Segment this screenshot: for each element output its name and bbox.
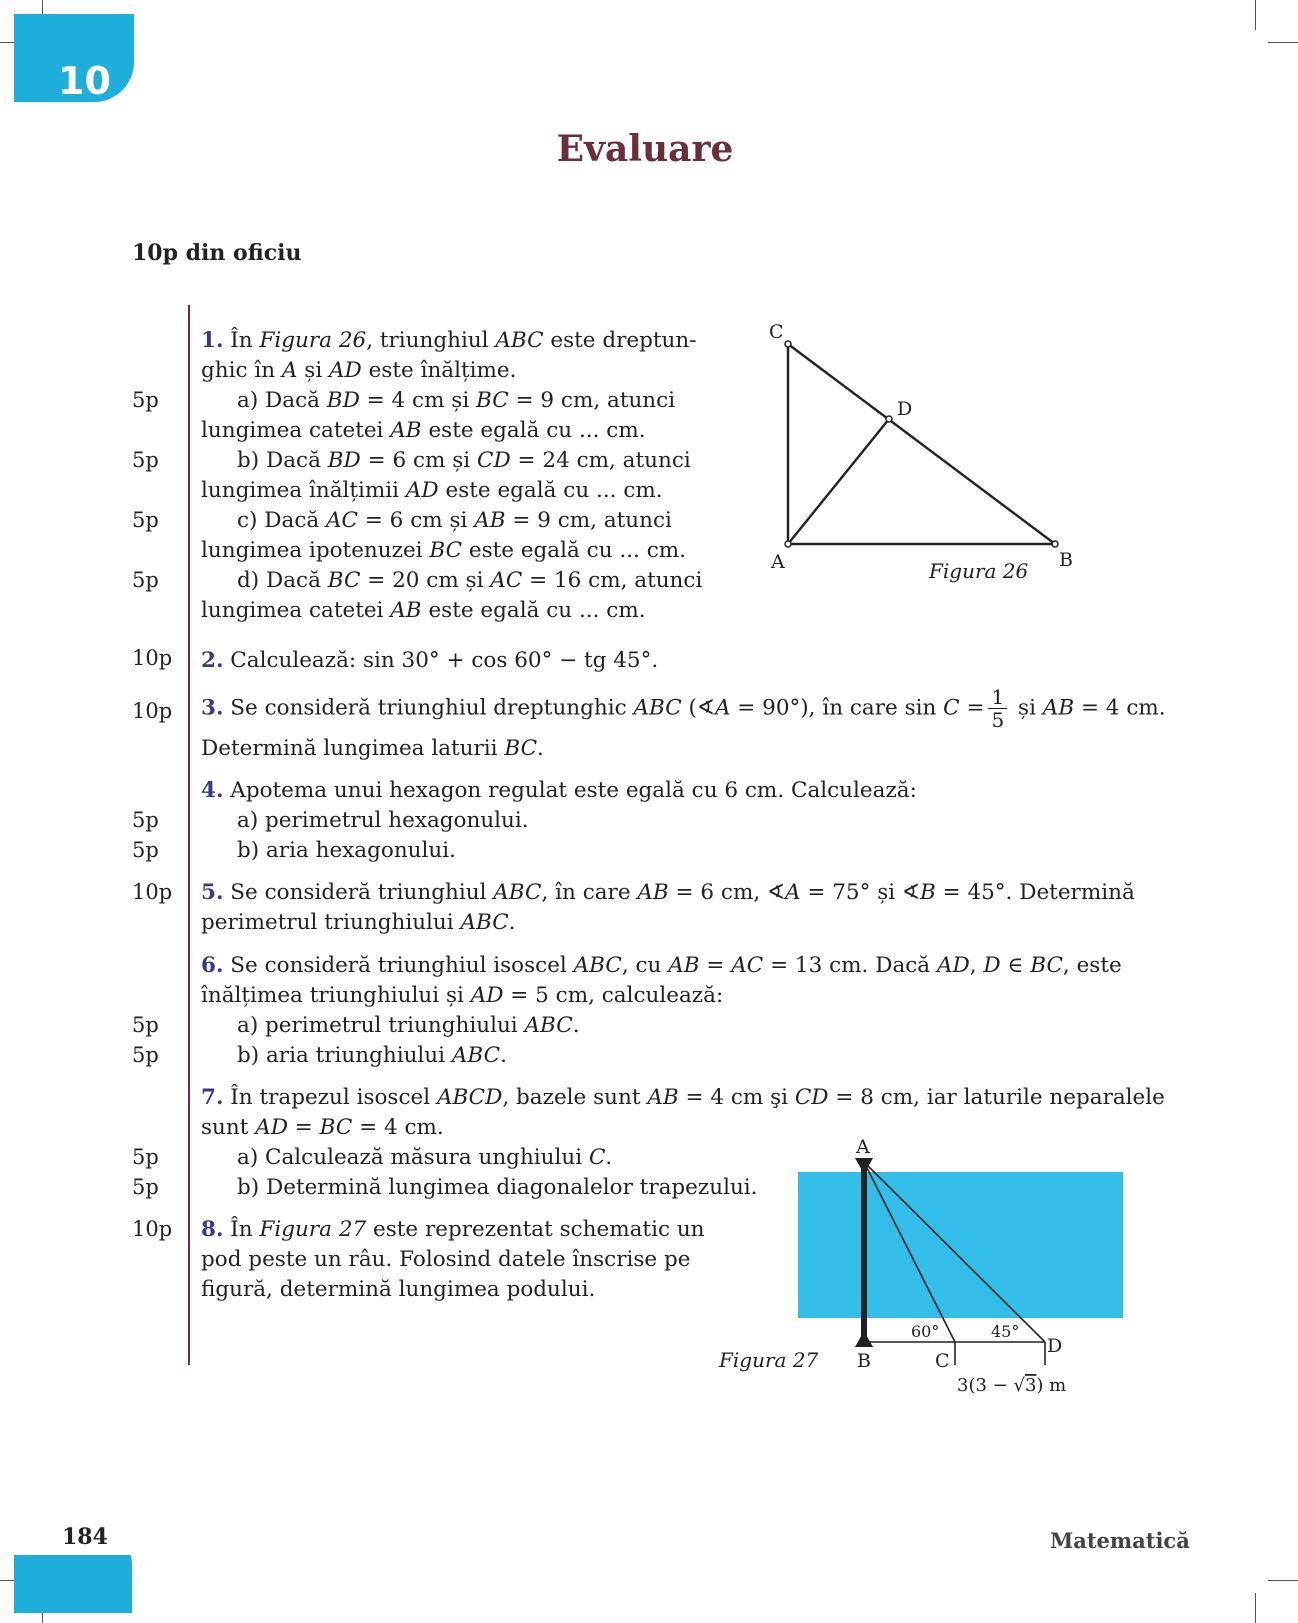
problem-1a-line-2: lungimea catetei AB este egală cu ... cm. xyxy=(201,418,646,443)
problem-1c-line-1: c) Dacă AC = 6 cm și AB = 9 cm, atunci xyxy=(237,508,672,533)
points-4a: 5p xyxy=(132,808,159,832)
problem-6-line-1: 6. Se consideră triunghiul isoscel ABC, cu AB = AC = 13 cm. Dacă AD, D ∈ BC, este xyxy=(201,953,1122,978)
angle-60: 60° xyxy=(911,1322,940,1341)
crop-mark xyxy=(1268,1580,1298,1581)
problem-number: 3. xyxy=(201,695,224,721)
problem-7a: a) Calculează măsura unghiului C. xyxy=(237,1145,613,1170)
problem-1d-line-2: lungimea catetei AB este egală cu ... cm. xyxy=(201,598,646,623)
problem-5-line-1: 5. Se consideră triunghiul ABC, în care AB = 6 cm, ∢A = 75° și ∢B = 45°. Determină xyxy=(201,880,1135,905)
problem-1c-line-2: lungimea ipotenuzei BC este egală cu ... cm. xyxy=(201,538,686,563)
problem-number: 1. xyxy=(201,328,224,353)
river xyxy=(798,1172,1123,1318)
figure-27 xyxy=(719,1125,1090,1396)
label-B: B xyxy=(1059,549,1073,571)
points-3: 10p xyxy=(132,699,173,723)
points-8: 10p xyxy=(132,1217,173,1241)
problem-1b-line-1: b) Dacă BD = 6 cm și CD = 24 cm, atunci xyxy=(237,448,691,473)
points-divider xyxy=(188,305,190,1365)
page-number: 184 xyxy=(62,1524,108,1550)
figure-26 xyxy=(755,315,1085,585)
crop-mark xyxy=(1255,1593,1256,1623)
points-1a: 5p xyxy=(132,388,159,412)
segment-AD xyxy=(788,419,889,544)
problem-1-line-2: ghic în A și AD este înălțime. xyxy=(201,358,517,383)
points-6b: 5p xyxy=(132,1043,159,1067)
problem-6-line-2: înălțimea triunghiului și AD = 5 cm, calculează: xyxy=(201,983,724,1008)
problem-2: 2. Calculează: sin 30° + cos 60° − tg 45°. xyxy=(201,648,659,673)
problem-1d-line-1: d) Dacă BC = 20 cm și AC = 16 cm, atunci xyxy=(237,568,703,593)
label-A: A xyxy=(856,1136,870,1158)
problem-7b: b) Determină lungimea diagonalelor trapezului. xyxy=(237,1175,758,1200)
problem-4a: a) perimetrul hexagonului. xyxy=(237,808,529,833)
subject-label: Matematică xyxy=(1050,1528,1190,1553)
problem-7-line-1: 7. În trapezul isoscel ABCD, bazele sunt AB = 4 cm şi CD = 8 cm, iar laturile neparalele xyxy=(201,1085,1165,1110)
fraction: $\frac{1}{5}$ xyxy=(988,686,1007,731)
problem-8-line-1: 8. În Figura 27 este reprezentat schematic un xyxy=(201,1217,705,1242)
points-4b: 5p xyxy=(132,838,159,862)
label-D: D xyxy=(1047,1335,1063,1357)
problem-number: 2. xyxy=(201,648,224,673)
figure-26-caption: Figura 26 xyxy=(929,559,1029,583)
figure-27-caption: Figura 27 xyxy=(719,1348,819,1372)
points-6a: 5p xyxy=(132,1013,159,1037)
points-1b: 5p xyxy=(132,448,159,472)
points-7a: 5p xyxy=(132,1145,159,1169)
label-C: C xyxy=(769,321,784,343)
problem-4b: b) aria hexagonului. xyxy=(237,838,456,863)
problem-8-line-3: figură, determină lungimea podului. xyxy=(201,1277,596,1302)
oficiu-points: 10p din oficiu xyxy=(132,240,302,266)
problem-number: 8. xyxy=(201,1217,224,1242)
problem-6a: a) perimetrul triunghiului ABC. xyxy=(237,1013,580,1038)
point-C xyxy=(785,341,791,347)
points-1c: 5p xyxy=(132,508,159,532)
page-title: Evaluare xyxy=(556,128,734,170)
sqrt-symbol: √ xyxy=(1013,1375,1025,1396)
problem-8-line-2: pod peste un râu. Folosind datele înscrise pe xyxy=(201,1247,691,1272)
point-A xyxy=(785,541,791,547)
marker-A xyxy=(855,1158,873,1174)
chapter-number: 10 xyxy=(58,59,111,103)
problem-number: 5. xyxy=(201,880,224,905)
label-B: B xyxy=(857,1350,871,1372)
points-2: 10p xyxy=(132,646,173,670)
point-B xyxy=(1052,541,1058,547)
problem-3-line-1: 3. Se consideră triunghiul dreptunghic ABC (∢A = 90°), în care sin C = $\frac{1}{5}$ și AB = 4 cm. xyxy=(201,685,1166,732)
label-C: C xyxy=(935,1350,950,1372)
points-5: 10p xyxy=(132,880,173,904)
problem-1a-line-1: a) Dacă BD = 4 cm și BC = 9 cm, atunci xyxy=(237,388,676,413)
problem-1b-line-2: lungimea înălțimii AD este egală cu ... cm. xyxy=(201,478,663,503)
label-A: A xyxy=(771,551,785,573)
point-D xyxy=(886,416,892,422)
problem-7-line-2: sunt AD = BC = 4 cm. xyxy=(201,1115,444,1140)
problem-number: 6. xyxy=(201,953,224,978)
problem-4: 4. Apotema unui hexagon regulat este egală cu 6 cm. Calculează: xyxy=(201,778,917,803)
problem-number: 7. xyxy=(201,1085,224,1110)
problem-1-line-1: 1. În Figura 26, triunghiul ABC este dreptun- xyxy=(201,328,697,353)
points-7b: 5p xyxy=(132,1175,159,1199)
segment-CB xyxy=(788,344,1055,544)
problem-5-line-2: perimetrul triunghiului ABC. xyxy=(201,910,516,935)
dimension-CD: 3(3 − √3) m xyxy=(957,1375,1067,1396)
problem-3-line-2: Determină lungimea laturii BC. xyxy=(201,736,544,761)
problem-number: 4. xyxy=(201,778,224,803)
points-1d: 5p xyxy=(132,568,159,592)
crop-mark xyxy=(1268,42,1298,43)
problem-6b: b) aria triunghiului ABC. xyxy=(237,1043,507,1068)
label-D: D xyxy=(897,398,913,420)
angle-45: 45° xyxy=(991,1322,1020,1341)
crop-mark xyxy=(1255,0,1256,30)
marker-B xyxy=(855,1331,873,1347)
